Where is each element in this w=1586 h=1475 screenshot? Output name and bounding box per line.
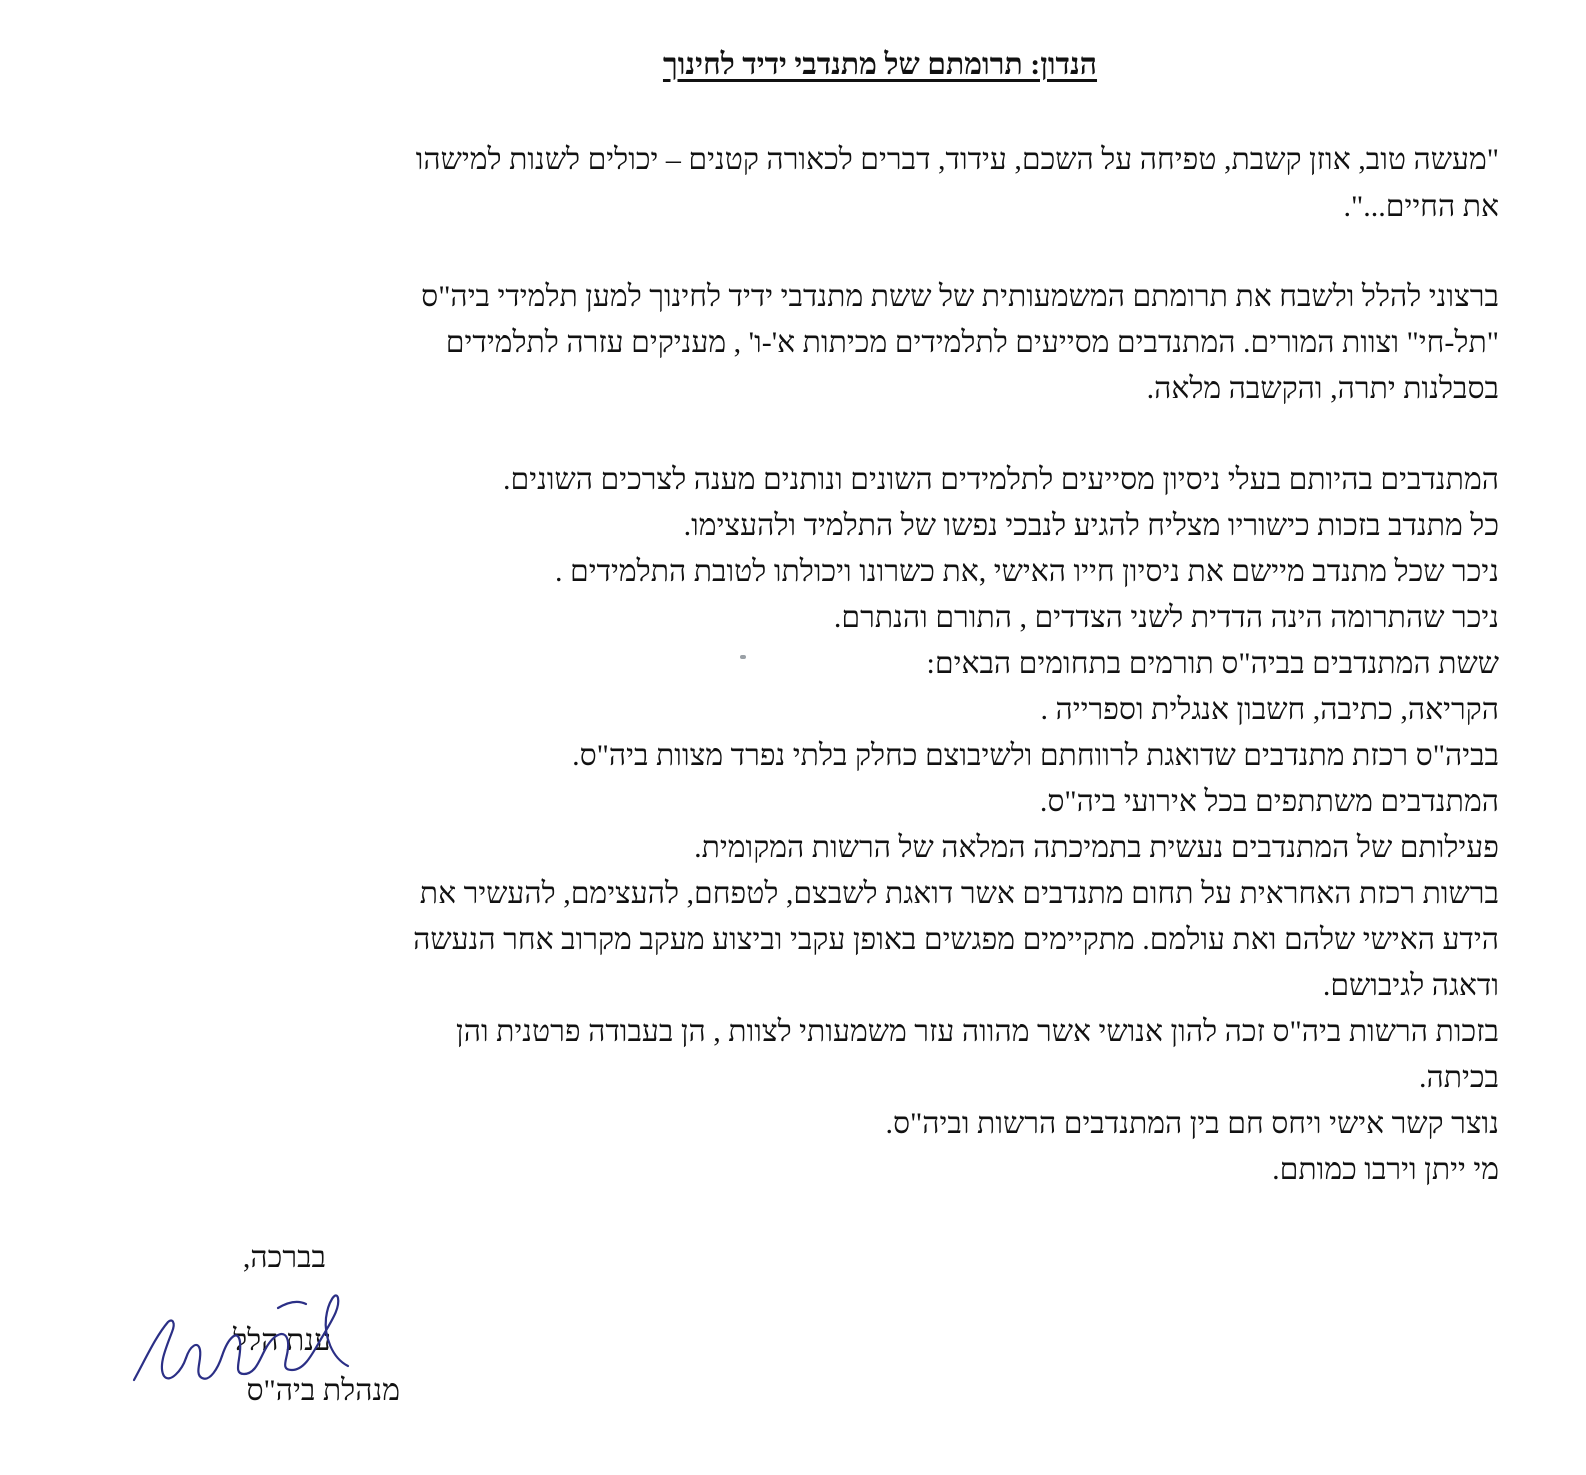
closing-greeting: בברכה, xyxy=(242,1241,326,1274)
body-line-5: ששת המתנדבים בביה"ס תורמים בתחומים הבאים: xyxy=(926,647,1499,680)
body-line-2: כל מתנדב בזכות כישוריו מצליח להגיע לנבכי נפשו של התלמיד ולהעצימו. xyxy=(683,509,1499,542)
body-line-6: הקריאה, כתיבה, חשבון אנגלית וספרייה . xyxy=(1040,693,1499,726)
letter-subject: הנדון: תרומתם של מתנדבי ידיד לחינוך xyxy=(662,48,1098,81)
quote-line-1: "מעשה טוב, אוזן קשבת, טפיחה על השכם, עידוד, דברים לכאורה קטנים – יכולים לשנות למישהו xyxy=(415,143,1499,176)
handwritten-signature xyxy=(128,1288,358,1398)
body-line-15: נוצר קשר אישי ויחס חם בין המתנדבים הרשות וביה"ס. xyxy=(885,1107,1499,1140)
body-line-13: בזכות הרשות ביה"ס זכה להון אנושי אשר מהווה עזר משמעותי לצוות , הן בעבודה פרטנית והן xyxy=(456,1015,1499,1048)
intro-line-2: "תל-חי" וצוות המורים. המתנדבים מסייעים לתלמידים מכיתות א'-ו' , מעניקים עזרה לתלמידים xyxy=(445,326,1499,359)
body-line-4: ניכר שהתרומה הינה הדדית לשני הצדדים , התורם והנתרם. xyxy=(833,601,1499,634)
body-line-8: המתנדבים משתתפים בכל אירועי ביה"ס. xyxy=(1039,785,1499,818)
signer-name: ענת הלל xyxy=(233,1324,331,1357)
body-line-14: בכיתה. xyxy=(1418,1061,1499,1094)
body-line-9: פעילותם של המתנדבים נעשית בתמיכתה המלאה של הרשות המקומית. xyxy=(694,831,1499,864)
intro-line-3: בסבלנות יתרה, והקשבה מלאה. xyxy=(1146,372,1499,405)
body-line-3: ניכר שכל מתנדב מיישם את ניסיון חייו האישי ,את כשרונו ויכולתו לטובת התלמידים . xyxy=(555,555,1499,588)
body-line-1: המתנדבים בהיותם בעלי ניסיון מסייעים לתלמידים השונים ונותנים מענה לצרכים השונים. xyxy=(502,463,1499,496)
scan-speck xyxy=(740,655,746,659)
body-line-10: ברשות רכזת האחראית על תחום מתנדבים אשר דואגת לשבצם, לטפחם, להעצימם, להעשיר את xyxy=(419,877,1499,910)
body-line-11: הידע האישי שלהם ואת עולמם. מתקיימים מפגשים באופן עקבי וביצוע מעקב מקרוב אחר הנעשה xyxy=(413,923,1499,956)
body-line-12: ודאגה לגיבושם. xyxy=(1322,969,1499,1002)
body-line-16: מי ייתן וירבו כמותם. xyxy=(1272,1153,1499,1186)
signer-role: מנהלת ביה"ס xyxy=(246,1374,400,1407)
body-line-7: בביה"ס רכזת מתנדבים שדואגת לרווחתם ולשיבוצם כחלק בלתי נפרד מצוות ביה"ס. xyxy=(572,739,1499,772)
quote-line-2: את החיים...". xyxy=(1343,190,1499,223)
intro-line-1: ברצוני להלל ולשבח את תרומתם המשמעותית של ששת מתנדבי ידיד לחינוך למען תלמידי ביה"ס xyxy=(421,280,1499,313)
